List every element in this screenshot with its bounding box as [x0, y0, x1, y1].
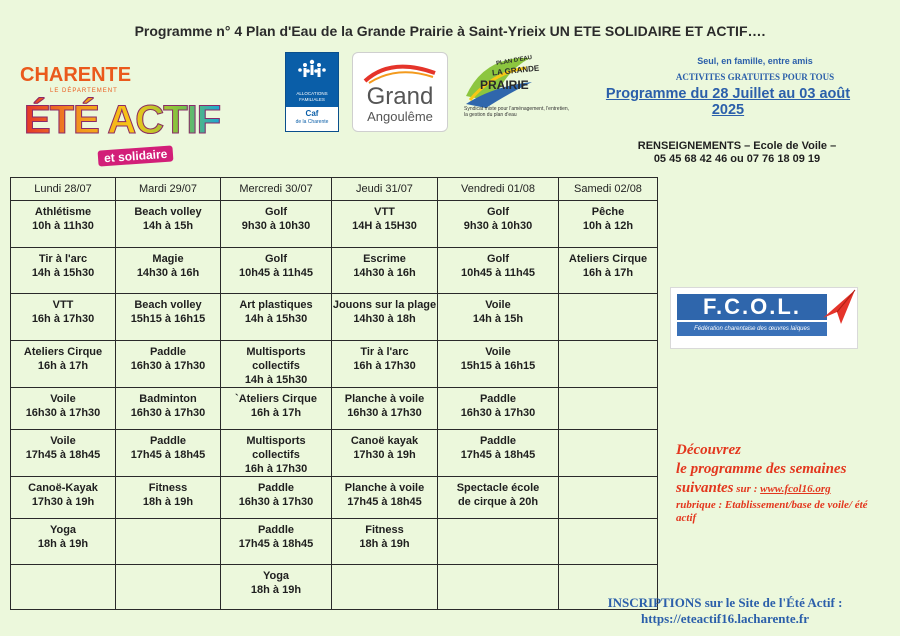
activity-cell [332, 430, 438, 477]
activity-cell [116, 248, 221, 294]
activity-time: 14h30 à 16h [136, 267, 200, 279]
activity-cell [438, 248, 559, 294]
activity-name: Canoë kayak [350, 435, 419, 447]
activity-time: 14h à 15h [472, 313, 524, 325]
activity-time: 16h30 à 17h30 [238, 496, 314, 508]
activity-name: Beach volley [134, 299, 202, 311]
activity-name: Magie [152, 253, 184, 265]
activity-name: Tir à l'arc [360, 346, 409, 358]
activity-cell [221, 248, 332, 294]
programme-dates: Programme du 28 Juillet au 03 août 2025 [605, 86, 851, 118]
activity-time: 16h30 à 17h30 [130, 360, 206, 372]
activity-cell [11, 565, 116, 610]
activity-name: Yoga [49, 524, 77, 536]
activity-time: 17h30 à 19h [31, 496, 95, 508]
activity-name: Canoë-Kayak [28, 482, 98, 494]
activity-time: 16h30 à 17h30 [130, 407, 206, 419]
table-row [11, 201, 658, 248]
activity-cell [116, 430, 221, 477]
activity-cell [559, 294, 658, 341]
activity-time: 14H à 15H30 [352, 220, 417, 232]
activity-cell [116, 201, 221, 248]
activity-cell [332, 477, 438, 519]
activity-cell [116, 565, 221, 610]
activity-name: Escrime [363, 253, 406, 265]
activity-time: 16h à 17h [582, 267, 634, 279]
activity-cell [221, 341, 332, 388]
table-row [11, 341, 658, 388]
prairie-logo-t2: LA GRANDE [491, 63, 540, 78]
activity-name: Multisports collectifs [246, 435, 306, 461]
activity-time: 17h30 à 19h [353, 449, 416, 461]
prairie-logo-t3: PRAIRIE [480, 78, 529, 92]
activity-cell [332, 294, 438, 341]
free-activities-text: ACTIVITES GRATUITES POUR TOUS [675, 72, 835, 82]
activity-time: 18h à 19h [250, 584, 302, 596]
activity-time: 17h45 à 18h45 [238, 538, 314, 550]
activity-name: Badminton [139, 393, 197, 405]
activity-cell [116, 519, 221, 565]
activity-cell [116, 477, 221, 519]
activity-cell [11, 294, 116, 341]
activity-time: 16h à 17h30 [353, 360, 416, 372]
activity-cell [221, 519, 332, 565]
inscriptions-link[interactable]: https://eteactif16.lacharente.fr [641, 611, 809, 626]
activity-name: Paddle [257, 482, 295, 494]
fcol-sub: Fédération charentaise des œuvres laïques [677, 322, 827, 336]
prairie-logo-t1: PLAN D'EAU [495, 54, 533, 68]
activity-cell [11, 341, 116, 388]
day-header: Vendredi 01/08 [438, 178, 559, 201]
activity-time: 9h30 à 10h30 [241, 220, 311, 232]
activity-name: Golf [265, 206, 287, 218]
charente-logo-sub: LE DÉPARTEMENT [50, 88, 118, 94]
activity-name: Athlétisme [34, 206, 92, 218]
caf-people-icon [296, 59, 328, 81]
activity-cell [559, 201, 658, 248]
contact-label: RENSEIGNEMENTS – Ecole de Voile – [637, 140, 837, 152]
activity-time: 15h15 à 16h15 [130, 313, 206, 325]
activity-time: 10h45 à 11h45 [460, 267, 535, 279]
table-row [11, 248, 658, 294]
activity-cell [438, 201, 559, 248]
activity-name: Fitness [365, 524, 404, 536]
activity-name: Beach volley [134, 206, 202, 218]
activity-cell [221, 477, 332, 519]
schedule-header-row [11, 178, 658, 201]
discover-line2 [676, 480, 831, 497]
activity-cell [438, 388, 559, 430]
discover-title: Découvrez [676, 442, 741, 458]
paper-plane-icon [821, 288, 857, 328]
activity-cell [221, 388, 332, 430]
activity-cell [332, 248, 438, 294]
activity-cell [559, 477, 658, 519]
activity-cell [559, 519, 658, 565]
page-title: Programme n° 4 Plan d'Eau de la Grande Prairie à Saint-Yrieix UN ETE SOLIDAIRE ET ACTIF…. [134, 23, 766, 39]
activity-name: Pêche [591, 206, 625, 218]
activity-name: VTT [374, 206, 395, 218]
activity-cell [332, 519, 438, 565]
activity-name: Spectacle école [456, 482, 540, 494]
activity-time: 16h à 17h [37, 360, 89, 372]
discover-line: le programme des semaines [676, 461, 847, 477]
activity-name: Art plastiques [239, 299, 313, 311]
table-row [11, 477, 658, 519]
activity-cell [559, 388, 658, 430]
activity-cell [438, 430, 559, 477]
grande-prairie-logo [464, 52, 574, 132]
activity-cell [438, 294, 559, 341]
solidaire-logo-text: et solidaire [98, 145, 174, 166]
activity-time: 16h à 17h [250, 407, 302, 419]
activity-name: Jouons sur la plage [332, 299, 437, 311]
activity-name: Paddle [257, 524, 295, 536]
activity-cell [116, 388, 221, 430]
caf-logo-name: Caf [305, 109, 319, 118]
activity-cell [559, 341, 658, 388]
activity-time: 17h45 à 18h45 [460, 449, 536, 461]
activity-time: 14h30 à 18h [353, 313, 416, 325]
discover-suivantes: suivantes [676, 480, 734, 496]
activity-cell [116, 294, 221, 341]
caf-logo-subtitle: ALLOCATIONS FAMILIALES [296, 91, 328, 102]
activity-time: 14h à 15h30 [244, 313, 308, 325]
activity-time: 14h à 15h30 [31, 267, 95, 279]
day-header: Samedi 02/08 [559, 178, 658, 201]
activity-cell [559, 430, 658, 477]
activity-cell [438, 565, 559, 610]
table-row [11, 565, 658, 610]
activity-cell [11, 519, 116, 565]
activity-time: 16h30 à 17h30 [460, 407, 536, 419]
prairie-logo-sub: Syndicat mixte pour l'aménagement, l'entretien, la gestion du plan d'eau [464, 106, 570, 118]
activity-name: Paddle [149, 435, 187, 447]
ete-actif-logo-text: ÉTÉ ACTIF [24, 98, 221, 142]
contact-info [600, 140, 874, 166]
activity-time: 10h à 12h [582, 220, 634, 232]
activity-time: 14h30 à 16h [353, 267, 416, 279]
fcol-logo [670, 287, 858, 349]
fcol-name: F.C.O.L. [703, 294, 801, 319]
activity-name: `Ateliers Cirque [235, 393, 317, 405]
activity-cell [116, 341, 221, 388]
inscriptions-label: INSCRIPTIONS sur le Site de l'Été Actif : [607, 595, 843, 610]
activity-name: Paddle [479, 393, 517, 405]
activity-name: Voile [485, 346, 511, 358]
activity-time: 14h à 15h [142, 220, 194, 232]
grand-angouleme-big: Grand [366, 83, 434, 110]
activity-cell [559, 248, 658, 294]
tagline: Seul, en famille, entre amis [697, 56, 813, 66]
day-header: Mardi 29/07 [116, 178, 221, 201]
activity-time: 10h à 11h30 [32, 220, 94, 232]
activity-name: Golf [487, 206, 509, 218]
activity-name: Planche à voile [344, 482, 425, 494]
grand-angouleme-logo [352, 52, 448, 132]
activity-name: Yoga [262, 570, 290, 582]
activity-cell [332, 565, 438, 610]
activity-name: Golf [265, 253, 287, 265]
contact-phones: 05 45 68 42 46 ou 07 76 18 09 19 [653, 153, 821, 165]
activity-time: de cirque à 20h [457, 496, 539, 508]
activity-time: 9h30 à 10h30 [463, 220, 533, 232]
activity-cell [11, 430, 116, 477]
activity-cell [221, 201, 332, 248]
activity-time: 17h45 à 18h45 [25, 449, 101, 461]
charente-logo-word: CHARENTE [20, 64, 132, 86]
activity-time: 16h à 17h30 [244, 463, 308, 475]
activity-cell [11, 477, 116, 519]
activity-name: Tir à l'arc [38, 253, 88, 265]
activity-cell [221, 294, 332, 341]
grand-angouleme-small: Angoulême [367, 109, 433, 124]
activity-cell [11, 201, 116, 248]
activity-cell [332, 201, 438, 248]
table-row [11, 388, 658, 430]
activity-time: 17h45 à 18h45 [347, 496, 422, 508]
activity-name: Paddle [479, 435, 517, 447]
activity-time: 18h à 19h [359, 538, 410, 550]
table-row [11, 519, 658, 565]
day-header: Mercredi 30/07 [221, 178, 332, 201]
activity-time: 18h à 19h [142, 496, 194, 508]
activity-name: VTT [52, 299, 74, 311]
activity-name: Multisports collectifs [246, 346, 306, 372]
activity-name: Fitness [148, 482, 188, 494]
activity-name: Planche à voile [344, 393, 425, 405]
activity-time: 16h30 à 17h30 [25, 407, 101, 419]
day-header: Jeudi 31/07 [332, 178, 438, 201]
activity-cell [438, 341, 559, 388]
activity-cell [332, 388, 438, 430]
activity-time: 15h15 à 16h15 [460, 360, 536, 372]
activity-cell [11, 248, 116, 294]
discover-rubrique: rubrique : Etablissement/base de voile/ été actif [676, 499, 868, 524]
activity-name: Ateliers Cirque [23, 346, 103, 358]
activity-time: 10h45 à 11h45 [238, 267, 313, 279]
activity-time: 16h à 17h30 [31, 313, 95, 325]
table-row [11, 294, 658, 341]
activity-time: 16h30 à 17h30 [347, 407, 422, 419]
activity-cell [221, 430, 332, 477]
schedule-table [10, 177, 658, 610]
activity-cell [438, 519, 559, 565]
fcol-website-link[interactable]: www.fcol16.org [760, 483, 831, 495]
activity-cell [11, 388, 116, 430]
charente-logo [20, 60, 260, 175]
activity-time: 14h à 15h30 [244, 374, 308, 386]
activity-cell [221, 565, 332, 610]
activity-name: Voile [485, 299, 511, 311]
caf-logo-dep: de la Charente [295, 119, 329, 125]
table-row [11, 430, 658, 477]
activity-cell [332, 341, 438, 388]
activity-time: 18h à 19h [37, 538, 89, 550]
activity-name: Voile [50, 435, 76, 447]
caf-logo [285, 52, 339, 132]
activity-cell [438, 477, 559, 519]
activity-time: 17h45 à 18h45 [130, 449, 206, 461]
activity-name: Ateliers Cirque [568, 253, 648, 265]
discover-sur: sur : [733, 483, 761, 495]
day-header: Lundi 28/07 [11, 178, 116, 201]
activity-name: Paddle [149, 346, 187, 358]
activity-name: Golf [487, 253, 509, 265]
activity-name: Voile [50, 393, 76, 405]
